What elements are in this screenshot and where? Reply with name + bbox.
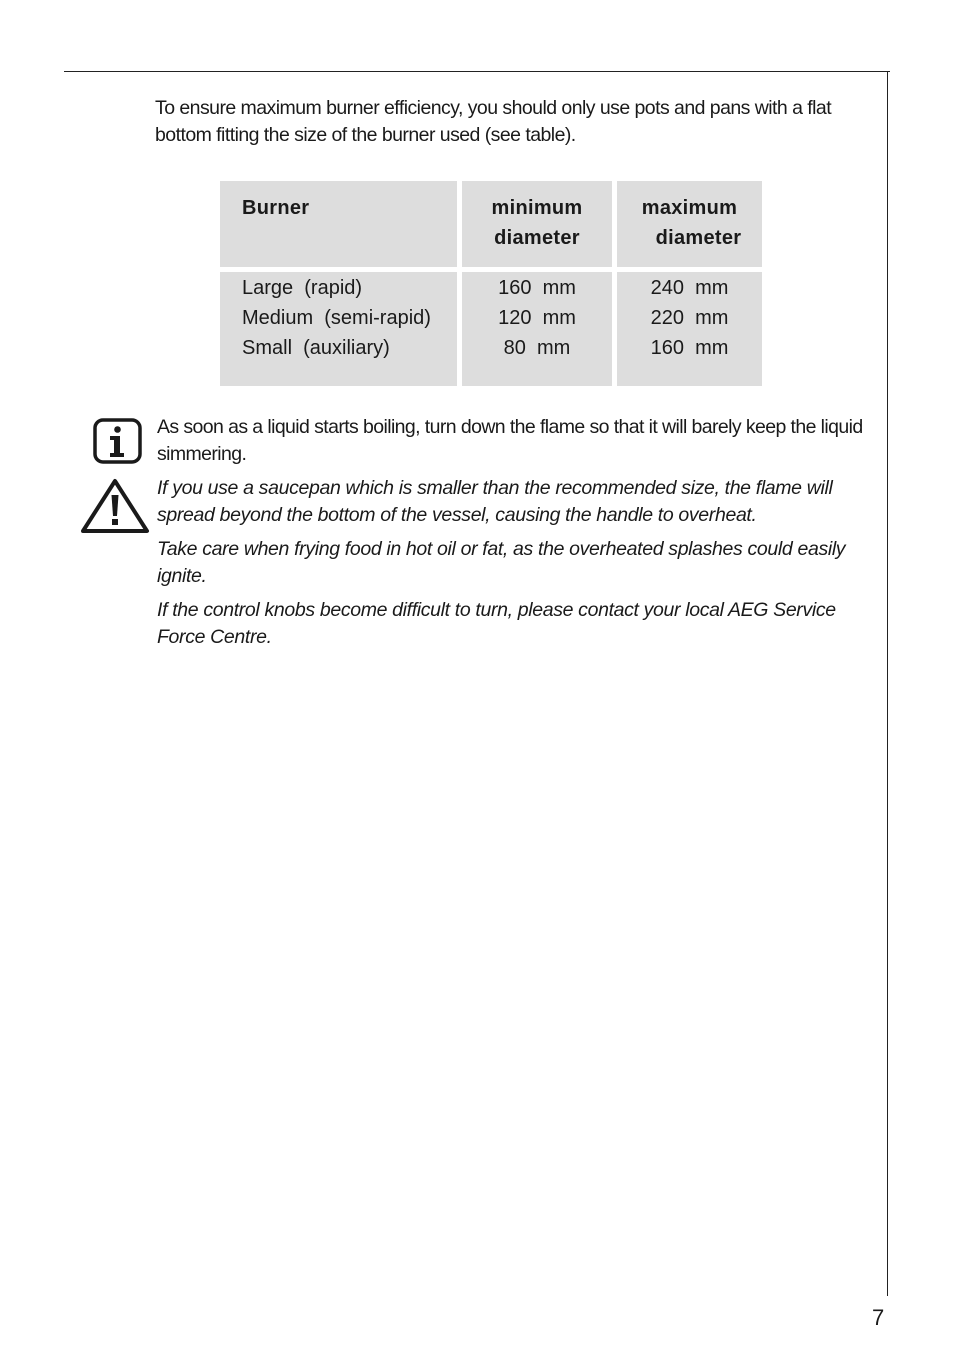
warning-note-oil: Take care when frying food in hot oil or fat, as the overheated splashes could easily ignite. (157, 538, 846, 587)
table-cell: Small (auxiliary) (242, 337, 390, 359)
maximum-column (617, 272, 762, 386)
minimum-column (462, 272, 612, 386)
header-minimum-diameter: minimum diameter (462, 181, 612, 267)
table-cell: 120 mm (498, 307, 576, 329)
top-rule (64, 71, 890, 72)
warning-note-saucepan: If you use a saucepan which is smaller than the recommended size, the flame will spread beyond the bottom of the vessel, causing the handle to overheat. (157, 477, 833, 526)
table-cell: 80 mm (503, 337, 571, 359)
table-cell: 220 mm (650, 307, 729, 329)
table-cell: 160 mm (650, 337, 729, 359)
header-burner: Burner (220, 181, 457, 267)
notes-section (157, 414, 867, 651)
table-cell: 160 mm (498, 277, 576, 299)
warning-note-knobs: If the control knobs become difficult to turn, please contact your local AEG Service Force Centre. (157, 599, 836, 648)
table-cell: Medium (semi-rapid) (242, 307, 431, 329)
warning-triangle-icon (80, 478, 150, 534)
burner-table (220, 181, 762, 386)
info-icon (93, 418, 142, 464)
intro-paragraph: To ensure maximum burner efficiency, you should only use pots and pans with a flat bottom fitting the size of the burner used (see table). (155, 97, 832, 146)
table-cell: Large (rapid) (242, 277, 363, 299)
table-cell: 240 mm (650, 277, 729, 299)
burner-column (220, 272, 457, 386)
right-rule (887, 71, 888, 1296)
page-number: 7 (872, 1305, 885, 1330)
info-note: As soon as a liquid starts boiling, turn down the flame so that it will barely keep the liquid simmering. (157, 416, 863, 465)
header-maximum-diameter: maximum diameter (617, 181, 762, 267)
